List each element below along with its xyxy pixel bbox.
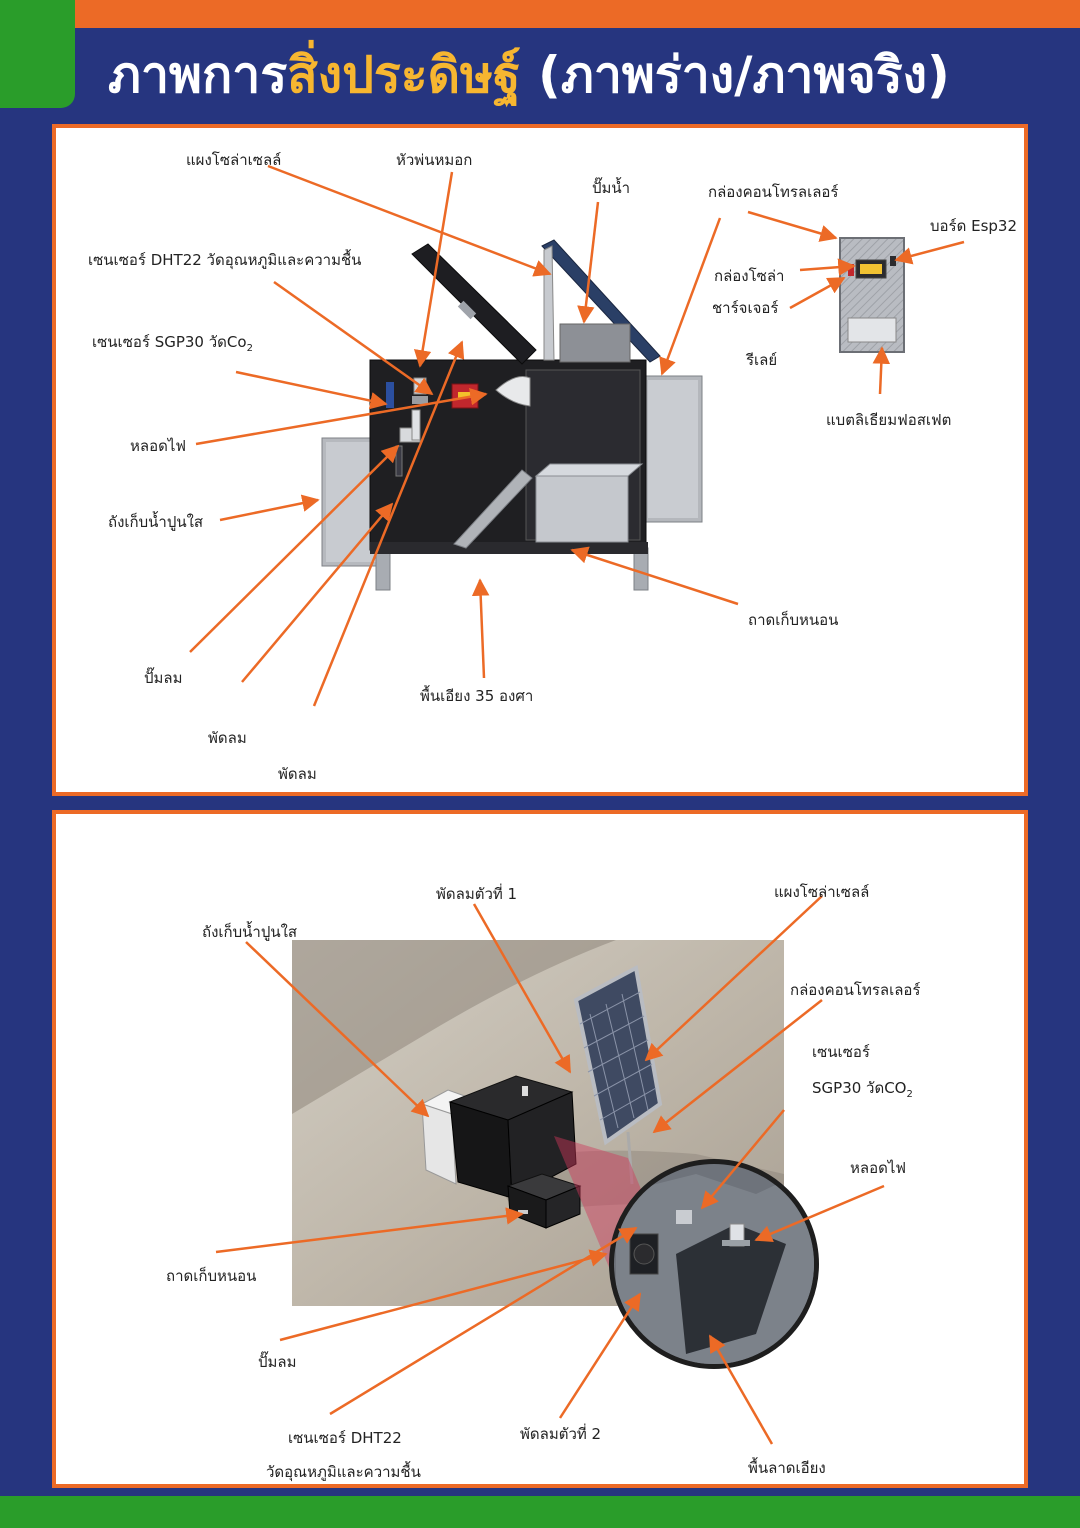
sketch-sgp30-text: เซนเซอร์ SGP30 วัดCo <box>92 333 247 351</box>
sketch-label-battery: แบตลิเธียมฟอสเฟต <box>826 411 952 429</box>
sketch-label-lamp: หลอดไฟ <box>130 437 186 455</box>
photo-label-fan-1: พัดลมตัวที่ 1 <box>436 885 518 903</box>
photo-label-slope-floor: พื้นลาดเอียง <box>748 1459 826 1477</box>
sketch-label-relay: รีเลย์ <box>746 351 778 369</box>
sketch-side-box <box>644 376 702 522</box>
sketch-label-dht22: เซนเซอร์ DHT22 วัดอุณหภูมิและความชื้น <box>88 251 362 269</box>
photo-label-solar-panel: แผงโซล่าเซลล์ <box>774 883 870 901</box>
sketch-label-air-pump: ปั๊มลม <box>144 669 183 687</box>
sketch-controller-box <box>840 238 904 352</box>
sketch-label-solar-box: กล่องโซล่า <box>714 267 785 285</box>
sketch-label-slope-floor: พื้นเอียง 35 องศา <box>420 687 534 705</box>
title-part-3: (ภาพร่าง/ภาพจริง) <box>520 46 950 104</box>
sketch-label-fan-2: พัดลม <box>278 765 317 783</box>
photo-label-lamp: หลอดไฟ <box>850 1159 906 1177</box>
title-part-1: ภาพการ <box>108 46 288 104</box>
photo-label-fan-2: พัดลมตัวที่ 2 <box>520 1425 602 1443</box>
photo-label-dht22-line2: วัดอุณหภูมิและความชื้น <box>266 1463 421 1481</box>
sketch-label-mist-nozzle: หัวพ่นหมอก <box>396 151 473 169</box>
page-title <box>108 40 1068 110</box>
top-orange-bar <box>0 0 1080 28</box>
sketch-leg-right <box>634 548 648 590</box>
sketch-label-esp32: บอร์ด Esp32 <box>930 217 1017 235</box>
photo-label-lime-tank: ถังเก็บน้ำปูนใส <box>202 923 298 941</box>
photo-label-sgp30-line1: เซนเซอร์ <box>812 1043 870 1061</box>
photo-diagram <box>56 814 1024 1484</box>
photo-sgp30-text: SGP30 วัดCO <box>812 1079 907 1097</box>
title-highlight: สิ่งประดิษฐ์ <box>287 46 521 104</box>
sketch-label-lime-tank: ถังเก็บน้ำปูนใส <box>108 513 204 531</box>
sketch-label-worm-tray: ถาดเก็บหนอน <box>748 611 839 629</box>
sketch-solar-panel <box>542 240 660 362</box>
photo-sgp30-sub: 2 <box>906 1089 913 1100</box>
photo-label-controller-box: กล่องคอนโทรลเลอร์ <box>790 981 921 999</box>
sketch-label-controller-box: กล่องคอนโทรลเลอร์ <box>708 183 839 201</box>
sketch-leg-left <box>376 548 390 590</box>
corner-green-tab <box>0 0 75 108</box>
sketch-label-solar-charger: ชาร์จเจอร์ <box>712 299 779 317</box>
sketch-panel <box>52 124 1028 796</box>
sketch-label-fan-1: พัดลม <box>208 729 247 747</box>
sketch-label-solar-panel: แผงโซล่าเซลล์ <box>186 151 282 169</box>
photo-label-sgp30-line2 <box>812 1078 913 1105</box>
sketch-label-sgp30 <box>92 332 253 359</box>
photo-panel <box>52 810 1028 1488</box>
sketch-main-box <box>370 360 648 554</box>
sketch-diagram <box>56 128 1024 792</box>
photo-label-dht22-line1: เซนเซอร์ DHT22 <box>288 1429 402 1447</box>
sketch-label-water-pump: ปั๊มน้ำ <box>592 179 631 197</box>
photo-label-air-pump: ปั๊มลม <box>258 1353 297 1371</box>
sketch-sgp30-sub: 2 <box>246 343 253 354</box>
photo-label-worm-tray: ถาดเก็บหนอน <box>166 1267 257 1285</box>
bottom-green-bar <box>0 1496 1080 1528</box>
